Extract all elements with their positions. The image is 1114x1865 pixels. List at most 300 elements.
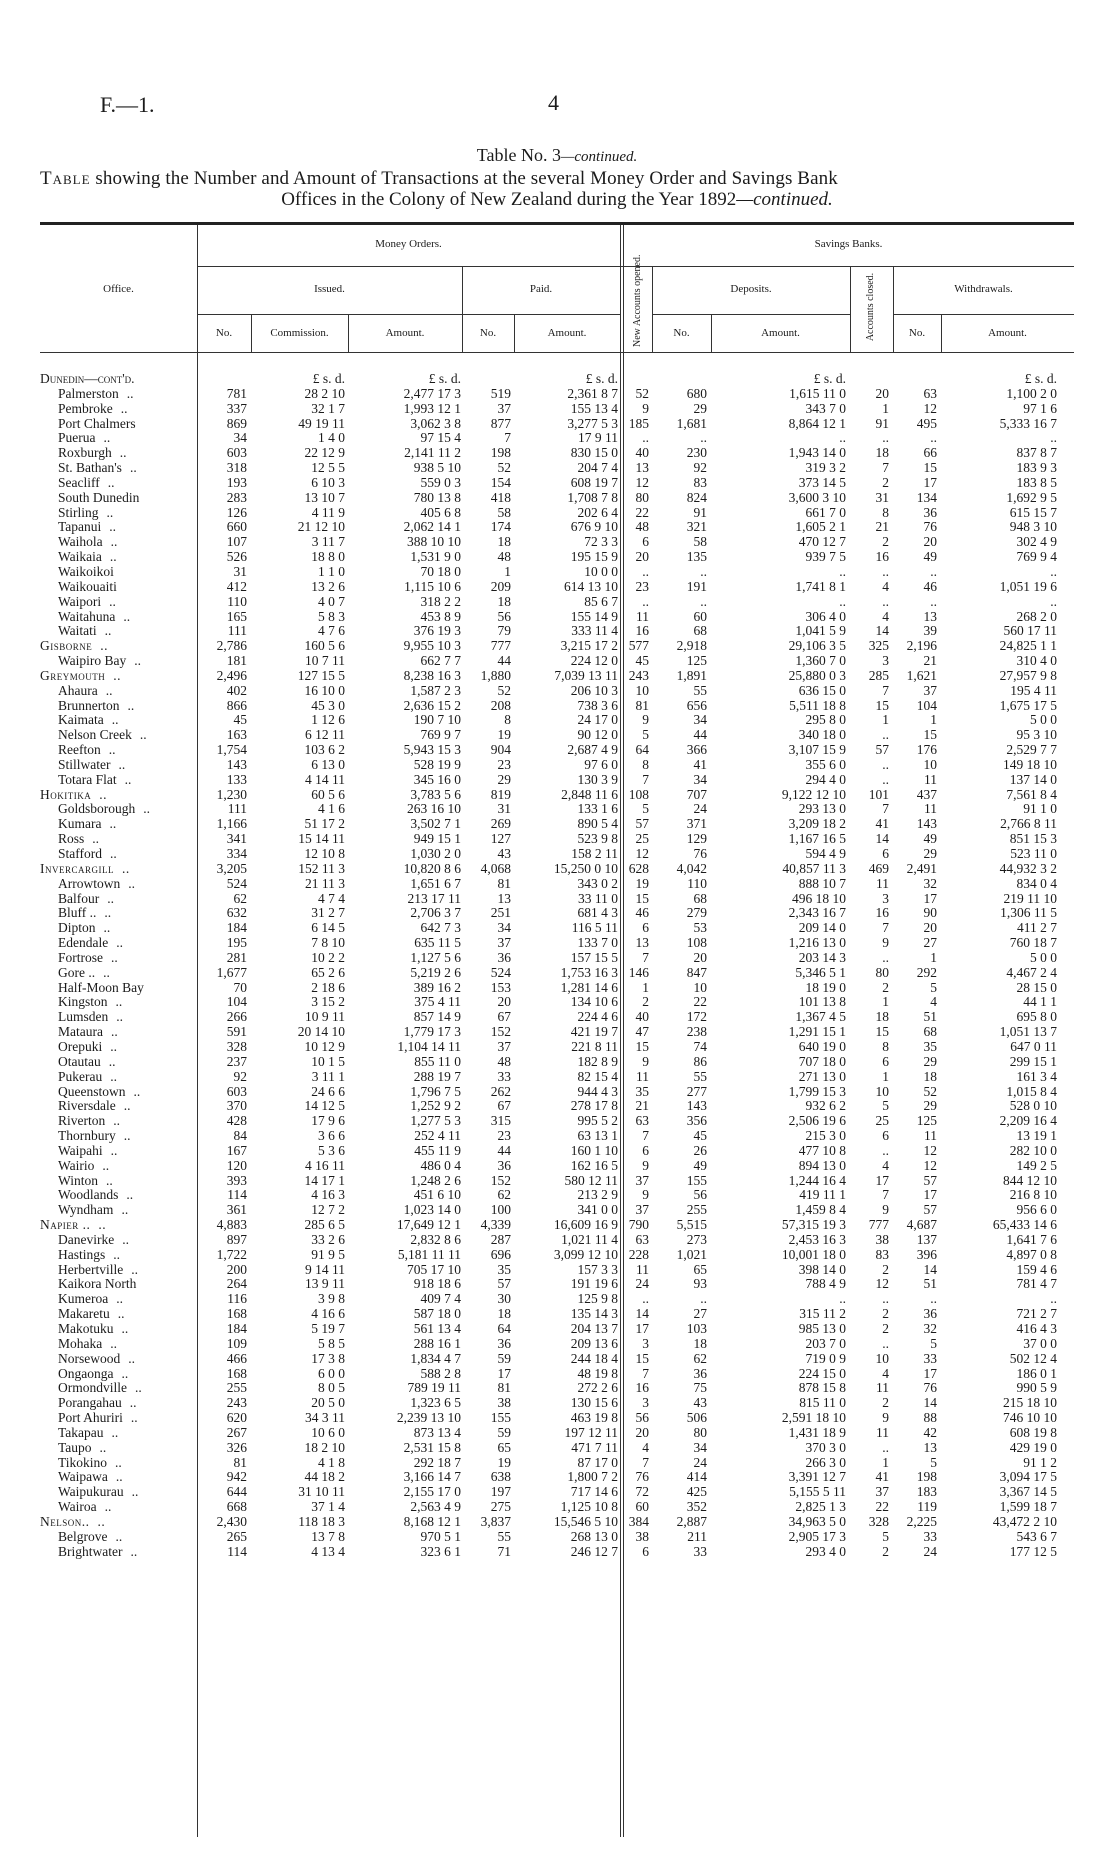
cell-deposits-amount: 2,591 18 10 [781,1410,846,1426]
cell-new-accounts: 7 [642,949,649,965]
table-row [0,1396,1114,1411]
cell-paid-amount: 87 17 0 [577,1454,618,1470]
leader-dots: .. [105,682,113,698]
cell-accounts-closed: 21 [875,519,889,535]
cell-paid-amount: 523 9 8 [577,831,618,847]
office-label: Makaretu [58,1306,110,1322]
cell-deposits-no: 506 [686,1410,707,1426]
cell-issued-amount: 588 2 8 [420,1365,461,1381]
leader-dots: .. [109,593,116,609]
cell-deposits-no: 2,887 [676,1513,707,1529]
cell-commission: 14 12 5 [304,1098,345,1114]
table-row [0,431,1114,446]
cell-issued-amount: 769 9 7 [420,727,461,743]
cell-paid-amount: 278 17 8 [570,1098,618,1114]
cell-paid-amount: 341 0 0 [577,1202,618,1218]
cell-commission: 2 18 6 [311,979,345,995]
office-label: Kaimata [58,712,104,728]
office-name [40,639,108,654]
table-row [0,402,1114,417]
cell-paid-no: 71 [497,1543,511,1559]
table-row [0,491,1114,506]
cell-withdrawals-amount: .. [1050,430,1057,446]
cell-deposits-no: 41 [693,756,707,772]
cell-withdrawals-amount: 91 1 0 [1023,801,1057,817]
cell-deposits-no: 60 [693,608,707,624]
cell-deposits-no: 62 [693,1350,707,1366]
cell-deposits-no: 76 [693,846,707,861]
table-row [0,758,1114,773]
cell-deposits-amount: 293 13 0 [798,801,846,817]
cell-commission: 152 11 3 [298,860,345,876]
cell-deposits-no: 680 [686,385,707,401]
office-label: Balfour [58,890,100,906]
cell-issued-amount: 3,166 14 7 [403,1469,461,1485]
cell-deposits-amount: 215 3 0 [805,1128,846,1144]
cell-issued-no: 526 [226,549,247,565]
cell-withdrawals-amount: 608 19 8 [1009,1424,1057,1440]
cell-paid-no: 152 [490,1172,511,1188]
office-name [58,595,116,610]
cell-new-accounts: 56 [635,1410,649,1426]
cell-paid-no: 1,880 [480,667,511,683]
office-label: Kaikora North [58,1276,137,1292]
header-savings-banks: Savings Banks. [814,238,883,250]
cell-paid-amount: 580 12 11 [564,1172,618,1188]
cell-accounts-closed: 11 [876,875,889,891]
cell-deposits-amount: 209 14 0 [798,920,846,936]
table-row [0,1485,1114,1500]
cell-accounts-closed: .. [882,1439,889,1455]
cell-deposits-no: .. [700,593,707,609]
cell-issued-no: 114 [227,1543,247,1559]
cell-withdrawals-no: 33 [923,1350,937,1366]
cell-withdrawals-amount: 24,825 1 1 [999,638,1057,654]
cell-withdrawals-amount: 43,472 2 10 [992,1513,1057,1529]
cell-withdrawals-no: 2,491 [906,860,937,876]
cell-issued-amount: 292 18 7 [413,1454,461,1470]
cell-accounts-closed: 2 [882,1321,889,1336]
cell-deposits-amount: 594 4 9 [805,846,846,861]
cell-issued-no: 120 [226,1157,247,1173]
cell-issued-no: 110 [227,593,247,609]
cell-deposits-amount: 2,506 19 6 [788,1113,846,1129]
cell-withdrawals-amount: 44,932 3 2 [999,860,1057,876]
cell-issued-no: 283 [226,489,247,505]
office-label: Taupo [58,1439,92,1455]
cell-paid-amount: 33 11 0 [578,890,618,906]
cell-deposits-amount: 355 6 0 [805,756,846,772]
cell-withdrawals-amount: 721 2 7 [1016,1306,1057,1322]
cell-new-accounts: 8 [642,756,649,772]
cell-withdrawals-amount: 91 1 2 [1023,1454,1057,1470]
cell-commission: 51 17 2 [304,816,345,832]
table-row [0,1010,1114,1025]
office-label: Bluff .. [58,905,97,921]
cell-new-accounts: 7 [642,1128,649,1144]
cell-paid-no: 34 [497,920,511,936]
cell-commission: 4 7 6 [318,623,345,639]
office-name [58,1470,123,1485]
office-name [58,1485,138,1500]
cell-paid-no: 418 [490,489,511,505]
cell-deposits-amount: 295 8 0 [805,712,846,728]
office-name [58,1174,113,1189]
office-label: Brunnerton [58,697,120,713]
header-withdrawals-amount: Amount. [988,327,1027,339]
cell-commission: 7 8 10 [311,935,345,951]
office-name [58,1055,116,1070]
cell-commission: 24 6 6 [311,1083,345,1099]
cell-withdrawals-amount: 948 3 10 [1009,519,1057,535]
cell-new-accounts: 37 [635,1172,649,1188]
table-row [0,728,1114,743]
cell-withdrawals-no: 14 [923,1395,937,1411]
table-word: Table [40,168,91,189]
cell-paid-amount: 2,687 4 9 [567,742,618,758]
table-row [0,684,1114,699]
office-name [40,669,121,684]
office-label: Nelson Creek [58,727,132,743]
cell-deposits-no: 273 [686,1231,707,1247]
cell-deposits-no: 24 [693,801,707,817]
cell-deposits-amount: 319 3 2 [805,460,846,476]
cell-withdrawals-no: 88 [923,1410,937,1426]
office-name [58,981,144,996]
table-row [0,1381,1114,1396]
cell-withdrawals-no: 35 [923,1038,937,1054]
office-label: Edendale [58,935,109,951]
cell-paid-no: 777 [490,638,511,654]
cell-deposits-no: 27 [693,1306,707,1322]
cell-accounts-closed: 11 [876,1424,889,1440]
cell-new-accounts: 63 [635,1231,649,1247]
office-name [58,1233,129,1248]
unit-commission: £ s. d. [312,371,345,386]
cell-commission: 4 16 11 [305,1157,345,1173]
cell-withdrawals-amount: 746 10 10 [1003,1410,1057,1426]
table-body [0,372,1114,1560]
cell-paid-amount: 130 3 9 [577,771,618,787]
cell-accounts-closed: 1 [882,1068,889,1084]
cell-withdrawals-amount: 2,529 7 7 [1006,742,1057,758]
leader-dots: .. [135,1380,142,1396]
header-paid-no: No. [479,327,497,339]
cell-accounts-closed: 15 [875,697,889,713]
cell-accounts-closed: 1 [882,400,889,416]
cell-withdrawals-amount: 37 0 0 [1023,1335,1057,1351]
table-row [0,1144,1114,1159]
divider-new-dep [652,266,653,352]
table-row [0,951,1114,966]
cell-accounts-closed: 2 [882,1306,889,1322]
cell-deposits-amount: 1,615 11 0 [789,385,846,401]
office-name [40,1515,105,1530]
table-row [0,506,1114,521]
cell-new-accounts: 40 [635,1009,649,1025]
cell-deposits-no: 707 [686,786,707,802]
cell-withdrawals-amount: 27,957 9 8 [999,667,1057,683]
cell-commission: 37 1 4 [311,1499,345,1515]
cell-withdrawals-no: 49 [923,549,937,565]
cell-paid-amount: 158 2 11 [571,846,618,861]
cell-commission: 22 12 9 [304,445,345,461]
cell-deposits-amount: 2,343 16 7 [788,905,846,921]
cell-commission: 13 7 8 [311,1528,345,1544]
cell-withdrawals-amount: 502 12 4 [1009,1350,1057,1366]
cell-issued-amount: 1,796 7 5 [410,1083,461,1099]
cell-new-accounts: 7 [642,1454,649,1470]
office-name [58,906,111,921]
table-row [0,1277,1114,1292]
cell-accounts-closed: .. [882,727,889,743]
cell-issued-no: 603 [226,1083,247,1099]
cell-commission: 18 8 0 [311,549,345,565]
leader-dots: .. [108,742,116,758]
cell-new-accounts: 20 [635,1424,649,1440]
cell-accounts-closed: 7 [882,682,889,698]
office-label: Danevirke [58,1231,115,1247]
office-label: Pembroke [58,400,113,416]
table-row [0,1337,1114,1352]
cell-paid-no: 58 [497,504,511,520]
leader-dots: .. [108,1053,116,1069]
cell-withdrawals-no: 57 [923,1202,937,1218]
cell-issued-amount: 1,834 4 7 [410,1350,461,1366]
cell-paid-no: 52 [497,460,511,476]
cell-deposits-amount: 57,315 19 3 [781,1217,846,1233]
cell-issued-no: 267 [226,1424,247,1440]
cell-new-accounts: 15 [635,1350,649,1366]
leader-dots: .. [113,667,121,683]
cell-deposits-amount: 1,216 13 0 [788,935,846,951]
cell-commission: 4 14 11 [305,771,345,787]
cell-issued-amount: 3,062 3 8 [410,415,461,431]
cell-paid-no: 17 [497,1365,511,1381]
cell-paid-no: 877 [490,415,511,431]
leader-dots: .. [111,712,119,728]
cell-issued-amount: 375 4 11 [414,994,461,1010]
cell-withdrawals-amount: 1,306 11 5 [1000,905,1057,921]
cell-withdrawals-no: 12 [923,1142,937,1158]
table-description-continued: —continued. [736,189,833,210]
cell-issued-amount: 8,168 12 1 [403,1513,461,1529]
cell-accounts-closed: 16 [875,549,889,565]
cell-commission: 20 5 0 [311,1395,345,1411]
cell-new-accounts: 60 [635,1499,649,1515]
cell-deposits-no: 44 [693,727,707,743]
cell-issued-no: 328 [226,1038,247,1054]
cell-issued-no: 184 [226,1321,247,1336]
table-row [0,773,1114,788]
office-name [58,699,134,714]
leader-dots: .. [119,445,127,461]
cell-withdrawals-no: 76 [923,1380,937,1396]
cell-paid-no: 30 [497,1291,511,1307]
cell-commission: 5 19 7 [311,1321,345,1336]
office-label: Half-Moon Bay [58,979,144,995]
cell-paid-amount: 614 13 10 [564,578,618,594]
cell-new-accounts: 228 [628,1246,649,1262]
cell-paid-amount: 157 3 3 [577,1261,618,1277]
office-name [58,1530,122,1545]
cell-issued-amount: 5,943 15 3 [403,742,461,758]
cell-paid-no: 55 [497,1528,511,1544]
cell-withdrawals-amount: 5 0 0 [1030,712,1057,728]
cell-issued-no: 632 [226,905,247,921]
cell-withdrawals-no: 29 [923,846,937,861]
cell-withdrawals-no: 137 [916,1231,937,1247]
cell-issued-no: 412 [226,578,247,594]
cell-deposits-no: 65 [693,1261,707,1277]
cell-deposits-amount: 2,905 17 3 [788,1528,846,1544]
cell-paid-amount: 182 8 9 [577,1053,618,1069]
cell-new-accounts: 12 [635,474,649,490]
office-name [58,892,114,907]
cell-deposits-no: 43 [693,1395,707,1411]
cell-accounts-closed: 17 [875,1172,889,1188]
divider-issued-paid [462,266,463,352]
cell-deposits-amount: 470 12 7 [798,534,846,550]
cell-commission: 32 1 7 [311,400,345,416]
table-row [0,1530,1114,1545]
cell-withdrawals-amount: 837 8 7 [1016,445,1057,461]
cell-paid-no: 64 [497,1321,511,1336]
cell-withdrawals-no: 104 [916,697,937,713]
office-name [40,372,135,387]
cell-paid-no: 519 [490,385,511,401]
table-row [0,535,1114,550]
table-row [0,1515,1114,1530]
cell-paid-amount: 209 13 6 [570,1335,618,1351]
table-row [0,595,1114,610]
cell-withdrawals-amount: 299 15 1 [1009,1053,1057,1069]
cell-deposits-no: 371 [686,816,707,832]
cell-commission: 17 9 6 [311,1113,345,1129]
table-row [0,1159,1114,1174]
cell-accounts-closed: 6 [882,1053,889,1069]
cell-commission: 91 9 5 [311,1246,345,1262]
cell-accounts-closed: .. [882,756,889,772]
cell-paid-amount: 191 19 6 [570,1276,618,1292]
cell-issued-no: 195 [226,935,247,951]
table-row [0,981,1114,996]
cell-withdrawals-no: 183 [916,1484,937,1500]
cell-paid-amount: 1,281 14 6 [560,979,618,995]
cell-new-accounts: 19 [635,875,649,891]
leader-dots: .. [111,1424,119,1440]
cell-new-accounts: 628 [628,860,649,876]
cell-accounts-closed: 325 [868,638,889,654]
cell-issued-no: 116 [227,1291,247,1307]
cell-new-accounts: 17 [635,1321,649,1336]
cell-withdrawals-no: 76 [923,519,937,535]
cell-withdrawals-amount: 5 0 0 [1030,949,1057,965]
cell-withdrawals-amount: 1,675 17 5 [999,697,1057,713]
cell-withdrawals-no: 21 [923,653,937,669]
cell-commission: 18 2 10 [304,1439,345,1455]
cell-accounts-closed: 41 [875,816,889,832]
cell-commission: 6 13 0 [311,756,345,772]
cell-withdrawals-amount: 781 4 7 [1016,1276,1057,1292]
cell-deposits-amount: 203 14 3 [798,949,846,965]
cell-deposits-no: 92 [693,460,707,476]
cell-commission: 13 9 11 [305,1276,345,1292]
cell-paid-amount: 224 12 0 [570,653,618,669]
cell-commission: 3 9 8 [318,1291,345,1307]
cell-new-accounts: 5 [642,727,649,743]
cell-deposits-no: 68 [693,623,707,639]
cell-deposits-amount: 1,291 15 1 [788,1024,846,1040]
cell-commission: 5 8 3 [318,608,345,624]
cell-commission: 14 17 1 [304,1172,345,1188]
cell-paid-no: 31 [497,801,511,817]
cell-deposits-no: 191 [686,578,707,594]
office-label: Invercargill [40,860,114,876]
table-title-continued: —continued. [560,149,638,165]
cell-withdrawals-no: 10 [923,756,937,772]
office-label: Waipukurau [58,1484,124,1500]
office-label: Porangahau [58,1395,122,1411]
page-number: 4 [548,90,559,115]
cell-accounts-closed: .. [882,1291,889,1307]
office-name [58,1441,106,1456]
cell-issued-amount: 1,323 6 5 [410,1395,461,1411]
table-top-rule [40,222,1074,225]
cell-new-accounts: .. [642,430,649,446]
cell-withdrawals-amount: 1,051 19 6 [999,578,1057,594]
cell-withdrawals-no: 396 [916,1246,937,1262]
office-name [58,1114,120,1129]
cell-withdrawals-amount: 2,209 16 4 [999,1113,1057,1129]
cell-paid-no: 43 [497,846,511,861]
leader-dots: .. [116,1009,123,1025]
cell-new-accounts: 6 [642,1142,649,1158]
cell-new-accounts: 9 [642,400,649,416]
office-name [58,758,125,773]
cell-paid-amount: 268 13 0 [570,1528,618,1544]
rule-under-paid [462,314,620,315]
cell-issued-no: 266 [226,1009,247,1025]
cell-withdrawals-no: .. [930,563,937,579]
cell-withdrawals-amount: 183 9 3 [1016,460,1057,476]
cell-paid-amount: 944 4 3 [577,1083,618,1099]
section-heading-row [0,372,1114,387]
cell-new-accounts: 52 [635,385,649,401]
cell-new-accounts: 37 [635,1202,649,1218]
header-issued-no: No. [215,327,233,339]
cell-paid-no: 287 [490,1231,511,1247]
office-name [58,1188,133,1203]
cell-deposits-amount: .. [839,563,846,579]
cell-new-accounts: 57 [635,816,649,832]
table-row [0,699,1114,714]
cell-issued-no: 603 [226,445,247,461]
office-label: Waitati [58,623,97,639]
cell-deposits-no: 366 [686,742,707,758]
cell-accounts-closed: .. [882,430,889,446]
cell-issued-amount: 3,783 5 6 [410,786,461,802]
leader-dots: .. [103,430,111,446]
cell-deposits-no: 58 [693,534,707,550]
office-name [58,580,117,595]
leader-dots: .. [117,1306,125,1322]
office-label: Kumara [58,816,102,832]
cell-paid-amount: 246 12 7 [570,1543,618,1559]
leader-dots: .. [104,623,112,639]
cell-deposits-amount: 477 10 8 [798,1142,846,1158]
cell-deposits-amount: 719 0 9 [805,1350,846,1366]
